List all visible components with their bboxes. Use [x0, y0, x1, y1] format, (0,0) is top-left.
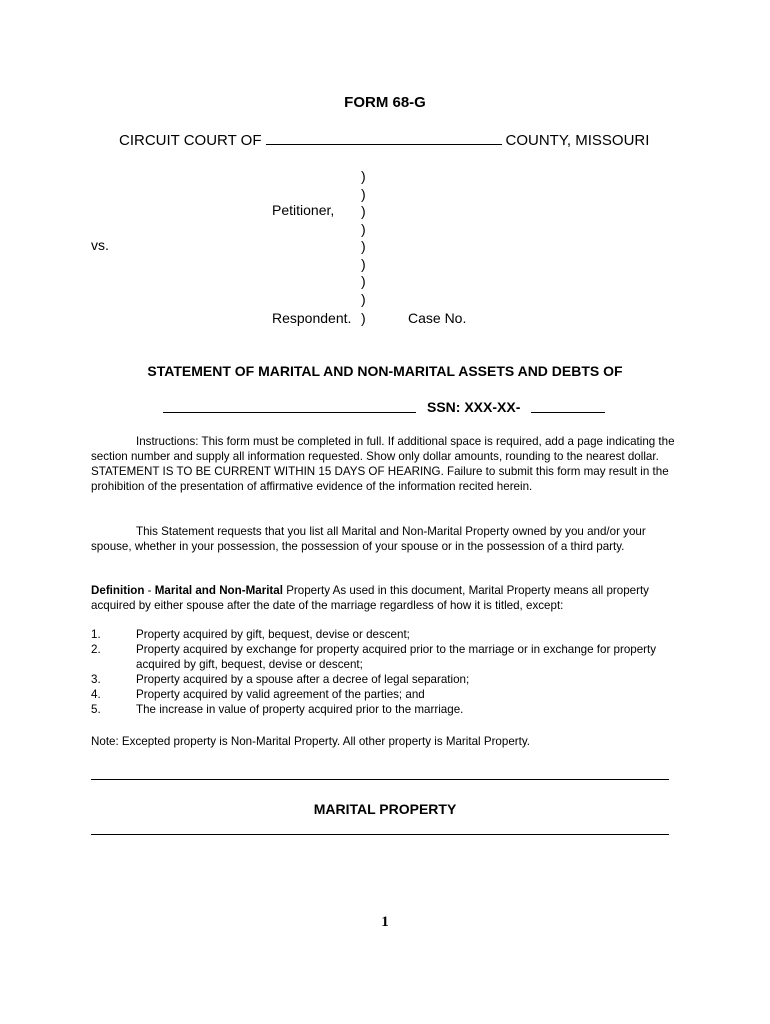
petitioner-label: Petitioner, [272, 202, 335, 218]
caption-paren: ) [361, 310, 366, 326]
list-text: Property acquired by exchange for property acquired prior to the marriage or in exchange for property acquired by gift, bequest, devise or descent; [136, 643, 657, 671]
ssn-blank[interactable] [531, 412, 605, 413]
divider-top [91, 779, 669, 780]
county-blank[interactable] [266, 130, 502, 145]
caption-paren: ) [361, 291, 366, 307]
caption-paren: ) [361, 273, 366, 289]
list-text: Property acquired by valid agreement of the parties; and [136, 688, 425, 701]
list-number: 4. [91, 688, 101, 701]
definition-label: Definition [91, 584, 145, 597]
page-number: 1 [381, 914, 389, 930]
instructions-paragraph: Instructions: This form must be completed in full. If additional space is required, add a page indicating the section number and supply all information requested. Show only dollar amounts, rounding to the nearest dollar. STATEMENT IS TO BE CURRENT WITHIN 15 DAYS OF HEARING. Failure to submit this form may result in the prohibition of the presentation of affirmative evidence of the information recited herein. [91, 435, 675, 493]
list-text: Property acquired by gift, bequest, devise or descent; [136, 628, 410, 641]
list-number: 1. [91, 628, 101, 641]
list-number: 2. [91, 643, 101, 656]
divider-bottom [91, 834, 669, 835]
list-number: 5. [91, 703, 101, 716]
court-line [119, 130, 649, 149]
definition-dash: - [144, 584, 155, 597]
list-item [91, 672, 681, 687]
caption-paren: ) [361, 256, 366, 272]
definition-term: Marital and Non-Marital [154, 584, 283, 597]
court-prefix: CIRCUIT COURT OF [119, 132, 262, 149]
list-item [91, 642, 681, 672]
caption-paren: ) [361, 203, 366, 219]
form-title: FORM 68-G [344, 94, 426, 111]
section-heading: MARITAL PROPERTY [313, 801, 457, 817]
statement-title: STATEMENT OF MARITAL AND NON-MARITAL ASSETS AND DEBTS OF [147, 363, 623, 379]
exceptions-list [91, 627, 681, 717]
vs-label: vs. [91, 237, 109, 253]
list-number: 3. [91, 673, 101, 686]
caption-paren: ) [361, 238, 366, 254]
definition-text: Property As used in this document, Marital Property means all property acquired by either spouse after the date of the marriage regardless of how it is titled, except: [91, 584, 649, 612]
list-item [91, 627, 681, 642]
caption-paren: ) [361, 168, 366, 184]
respondent-label: Respondent. [272, 310, 352, 326]
court-suffix: COUNTY, MISSOURI [505, 132, 650, 149]
caption-paren: ) [361, 186, 366, 202]
ssn-label: SSN: XXX-XX- [427, 399, 521, 415]
case-no-label: Case No. [408, 310, 467, 326]
request-paragraph: This Statement requests that you list all Marital and Non-Marital Property owned by you and/or your spouse, whether in your possession, the possession of your spouse or in the possession of a third party. [91, 525, 646, 553]
definition-paragraph [91, 583, 681, 613]
list-item [91, 687, 681, 702]
list-item [91, 702, 681, 717]
note-paragraph: Note: Excepted property is Non-Marital Property. All other property is Marital Property. [91, 735, 531, 748]
list-text: The increase in value of property acquired prior to the marriage. [136, 703, 464, 716]
list-text: Property acquired by a spouse after a decree of legal separation; [136, 673, 470, 686]
party-name-blank[interactable] [163, 412, 416, 413]
caption-paren: ) [361, 221, 366, 237]
